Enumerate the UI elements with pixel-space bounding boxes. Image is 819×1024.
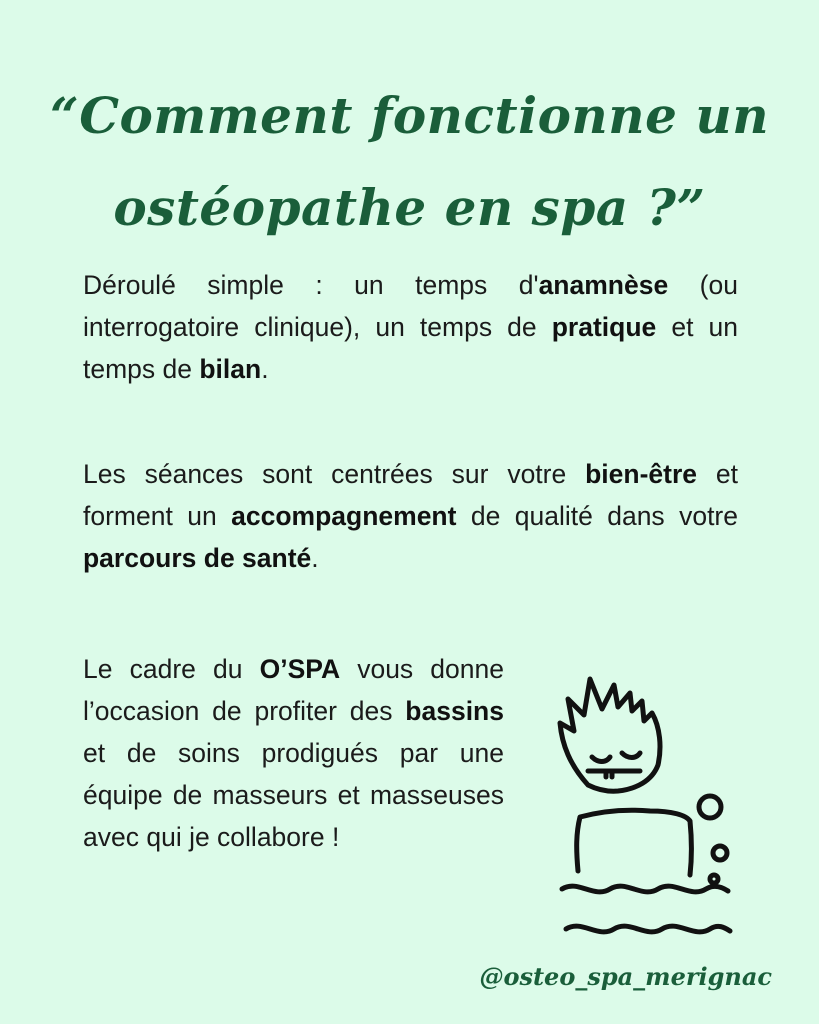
emphasis-ospa: O’SPA [259, 654, 341, 684]
title-line-1: “Comment fonctionne un [49, 86, 770, 145]
text-segment: (ou interrogatoire clinique), un temps de [83, 270, 738, 342]
bathing-person-icon [548, 665, 748, 945]
text-segment: Les séances sont centrées sur votre [83, 459, 586, 489]
text-segment: de qualité dans votre [456, 501, 738, 531]
emphasis-accompagnement: accompagnement [231, 501, 457, 531]
text-segment: Le cadre du [83, 654, 260, 684]
emphasis-anamnese: anamnèse [538, 270, 669, 300]
instagram-handle: @osteo_spa_merignac [479, 962, 772, 991]
paragraph-ospa [83, 648, 504, 858]
text-segment: . [261, 354, 269, 384]
page-title [40, 70, 779, 254]
emphasis-bilan: bilan [199, 354, 262, 384]
emphasis-bassins: bassins [405, 696, 504, 726]
text-segment: . [311, 543, 319, 573]
title-line-2: ostéopathe en spa ?” [113, 178, 706, 237]
text-segment: et forment un [83, 459, 739, 531]
text-segment: vous donne l’occasion de profiter des [83, 654, 504, 726]
paragraph-wellbeing [83, 453, 738, 579]
text-segment: et un temps de [83, 312, 738, 384]
text-segment: Déroulé simple : un temps d' [83, 270, 539, 300]
emphasis-parcours-sante: parcours de santé [83, 543, 312, 573]
text-segment: et de soins prodigués par une équipe de masseurs et masseuses avec qui je collabore ! [83, 738, 504, 852]
paragraph-session-steps [83, 264, 738, 390]
emphasis-pratique: pratique [551, 312, 657, 342]
emphasis-bien-etre: bien-être [585, 459, 698, 489]
